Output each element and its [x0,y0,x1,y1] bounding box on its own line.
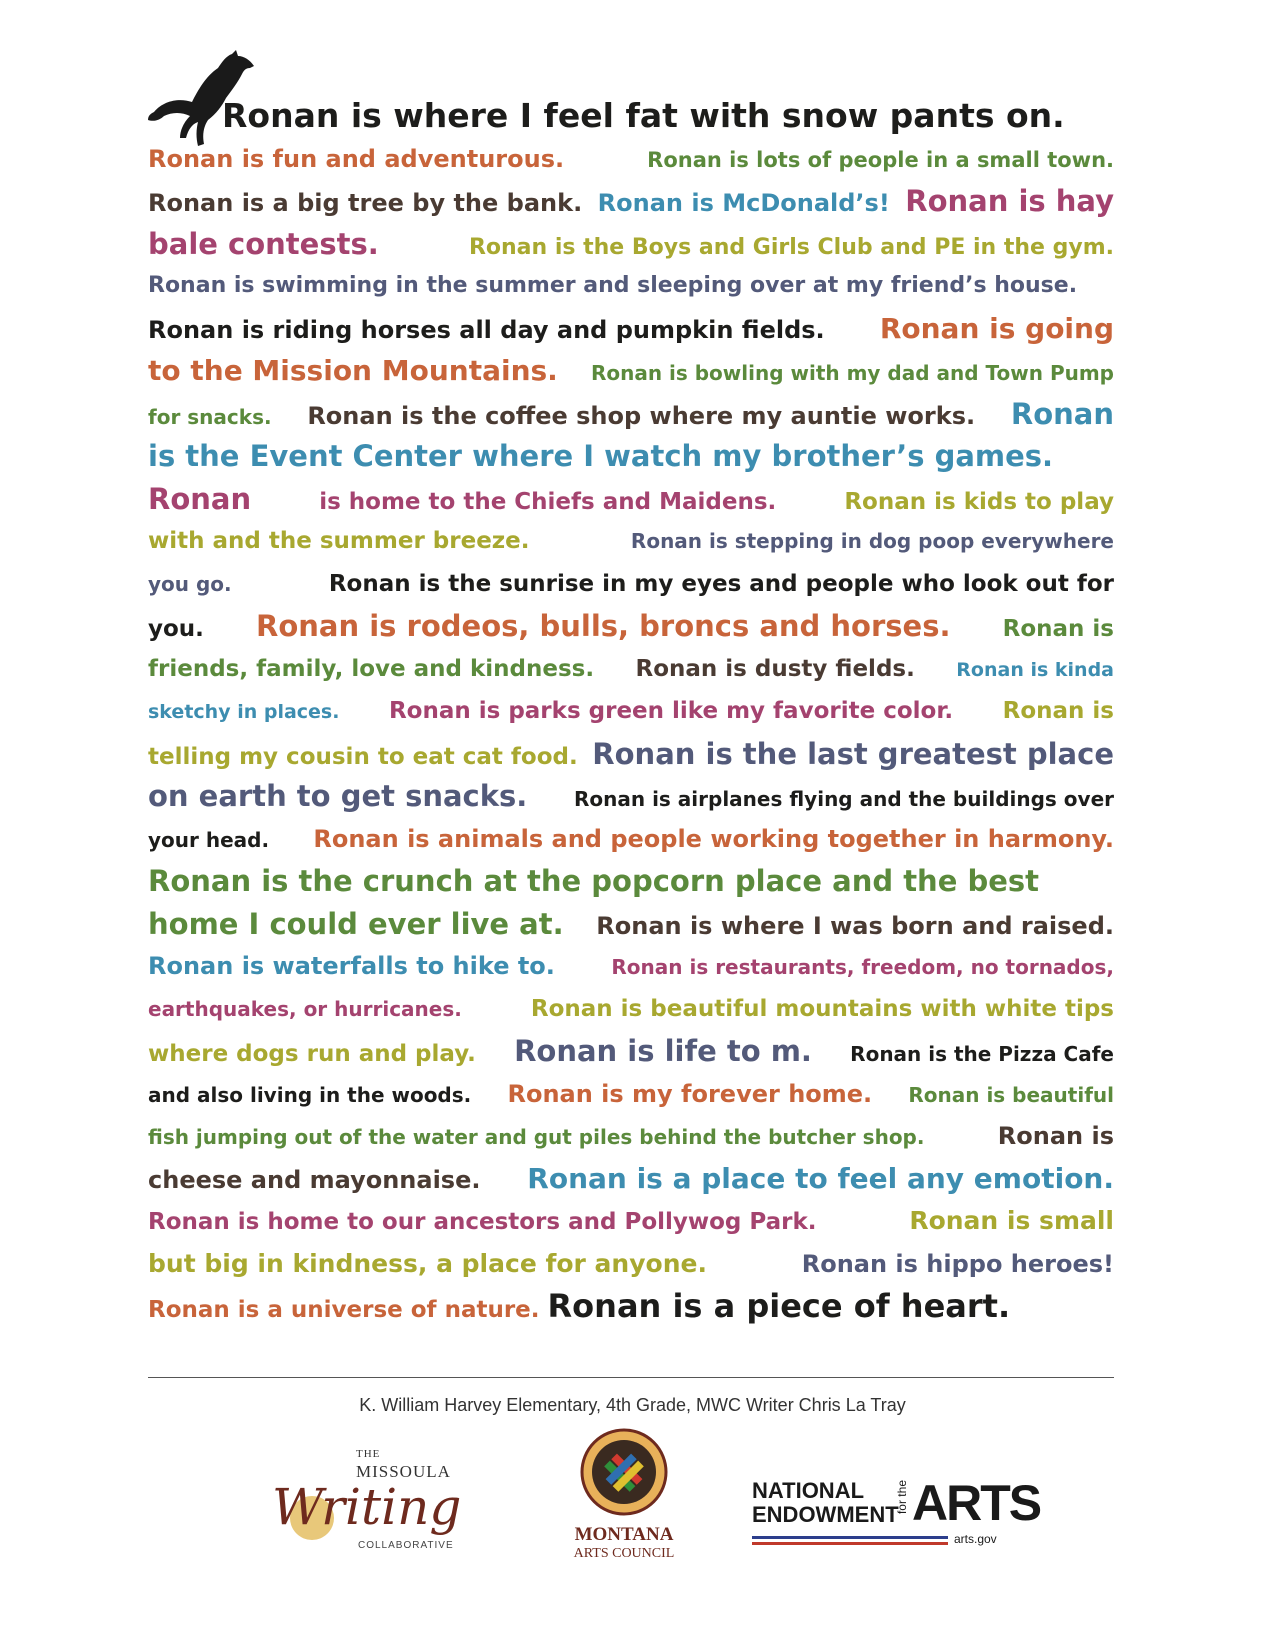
poem-phrase: you. [148,616,204,642]
poem-line [148,1158,1114,1201]
poem-phrase: Ronan is restaurants, freedom, no tornados, [611,955,1114,979]
poem-phrase: bale contests. [148,226,379,261]
poem-phrase: Ronan is beautiful mountains with white tips [530,995,1114,1022]
poem-phrase: where dogs run and play. [148,1041,476,1067]
poem-phrase: Ronan is home to our ancestors and Pollywog Park. [148,1209,817,1235]
mwc-missoula: MISSOULA [356,1462,451,1481]
poem-phrase: Ronan is kids to play [844,488,1114,515]
poem-line [148,308,1114,351]
poem-phrase: home I could ever live at. [148,906,564,941]
nea-endowment: ENDOWMENT [752,1502,899,1527]
poem-line [148,138,1114,181]
mwc-writing: Writing [272,1478,462,1536]
poem-phrase: Ronan is a big tree by the bank. [148,189,583,217]
poem-phrase: Ronan is where I feel fat with snow pants on. [222,96,1065,135]
poem-phrase: on earth to get snacks. [148,779,528,813]
poem-line [148,1200,1114,1243]
poem-line [148,733,1114,776]
credit-line: K. William Harvey Elementary, 4th Grade, MWC Writer Chris La Tray [359,1395,906,1415]
poem-line [148,223,1114,266]
poem-line [148,690,1114,733]
poem-phrase: Ronan is life to m. [514,1034,812,1068]
mac-subtitle: ARTS COUNCIL [573,1546,675,1561]
poem-line [148,605,1114,648]
poem-phrase: Ronan is the sunrise in my eyes and people who look out for [328,570,1114,597]
poem-line [148,1285,1114,1328]
poem-text [148,95,1114,1328]
poem-phrase: Ronan is riding horses all day and pumpkin fields. [148,315,825,344]
poem-phrase: Ronan is airplanes flying and the buildings over [574,787,1114,811]
poem-phrase: Ronan is bowling with my dad and Town Pump [590,361,1114,385]
poem-phrase: but big in kindness, a place for anyone. [148,1248,707,1278]
poem-phrase: sketchy in places. [148,701,340,723]
poem-line [148,435,1114,478]
mac-name: MONTANA [574,1524,674,1545]
poem-phrase: Ronan is the Pizza Cafe [850,1042,1114,1066]
poem-phrase: your head. [148,827,270,852]
poem-phrase: cheese and mayonnaise. [148,1165,481,1194]
nea-blue-bar [752,1536,948,1539]
poem-phrase: Ronan is [997,1122,1114,1150]
poem-phrase: to the Mission Mountains. [148,354,558,387]
poem-line [148,95,1114,138]
poem-phrase: Ronan is stepping in dog poop everywhere [630,529,1114,553]
poem-line [148,903,1114,946]
poem-line [148,563,1114,606]
poem-phrase: is home to the Chiefs and Maidens. [319,488,777,515]
divider [148,1377,1114,1378]
poem-phrase: Ronan is McDonald’s! [597,189,890,217]
poem-line [148,1243,1114,1286]
poem-phrase: Ronan is a universe of nature. [148,1297,540,1323]
montana-arts-council-logo [560,1428,700,1568]
poem-line [148,945,1114,988]
poem-phrase: Ronan is hay [905,184,1114,218]
mwc-collaborative: COLLABORATIVE [358,1540,454,1551]
poem-phrase: Ronan is my forever home. [507,1079,873,1108]
poem-phrase: Ronan [1010,396,1114,431]
poem-phrase: Ronan is swimming in the summer and sleeping over at my friend’s house. [148,273,1078,298]
poem-phrase: Ronan is [1002,616,1114,642]
poem-phrase: Ronan is waterfalls to hike to. [148,952,555,980]
poem-phrase: Ronan is rodeos, bulls, broncs and horses. [256,609,951,643]
poem-line [148,988,1114,1031]
poem-line [148,818,1114,861]
poem-phrase: Ronan is small [909,1206,1114,1235]
poem-phrase: Ronan is the coffee shop where my auntie works. [307,401,976,430]
poem-phrase: Ronan is dusty fields. [635,655,915,682]
nea-national: NATIONAL [752,1478,865,1503]
missoula-writing-collaborative-logo [262,1448,492,1588]
poem-phrase: for snacks. [148,404,272,429]
poem-line [148,265,1114,308]
poem-line [148,775,1114,818]
poem-phrase: Ronan is beautiful [908,1082,1114,1107]
poem-line [148,1073,1114,1116]
poem-line [148,860,1114,903]
poem-phrase: Ronan is parks green like my favorite color. [388,698,954,724]
poem-phrase: Ronan is the Boys and Girls Club and PE in the gym. [468,234,1114,260]
poem-phrase: Ronan is a place to feel any emotion. [527,1161,1114,1195]
poem-phrase: Ronan is where I was born and raised. [596,911,1114,940]
nea-url: arts.gov [954,1532,997,1546]
poem-phrase: with and the summer breeze. [148,528,530,554]
poem-line [148,180,1114,223]
poem-line [148,648,1114,691]
nea-logo [752,1475,1041,1558]
mwc-the: THE [356,1448,381,1460]
poem-line [148,1115,1114,1158]
poem-phrase: Ronan is going [879,311,1114,345]
poem-phrase: Ronan is animals and people working together in harmony. [313,824,1114,853]
poem-line [148,1030,1114,1073]
poem-line [148,393,1114,436]
poem-phrase: earthquakes, or hurricanes. [148,996,462,1021]
poem-phrase: Ronan is [1002,698,1114,724]
poem-phrase: and also living in the woods. [148,1082,472,1107]
poem-phrase: Ronan is a piece of heart. [547,1287,1011,1325]
poem-line [148,520,1114,563]
poem-line [148,350,1114,393]
nea-arts: ARTS [912,1475,1041,1531]
poem-phrase: Ronan [148,481,252,516]
poem-phrase: friends, family, love and kindness. [148,655,595,682]
poem-phrase: fish jumping out of the water and gut piles behind the butcher shop. [148,1125,925,1149]
woven-seal-icon [580,1428,668,1516]
poem-phrase: is the Event Center where I watch my brother’s games. [148,439,1054,473]
poem-phrase: Ronan is the last greatest place [592,736,1114,771]
nea-red-bar [752,1542,948,1545]
poem-phrase: you go. [148,571,232,596]
poem-phrase: Ronan is fun and adventurous. [148,144,565,173]
poem-phrase: telling my cousin to eat cat food. [148,743,578,770]
poem-phrase: Ronan is hippo heroes! [801,1249,1114,1278]
poem-line [148,478,1114,521]
poem-phrase: Ronan is the crunch at the popcorn place and the best [148,864,1040,898]
poem-phrase: Ronan is kinda [956,658,1114,681]
poem-phrase: Ronan is lots of people in a small town. [647,147,1114,172]
nea-for-the: for the [895,1480,909,1515]
